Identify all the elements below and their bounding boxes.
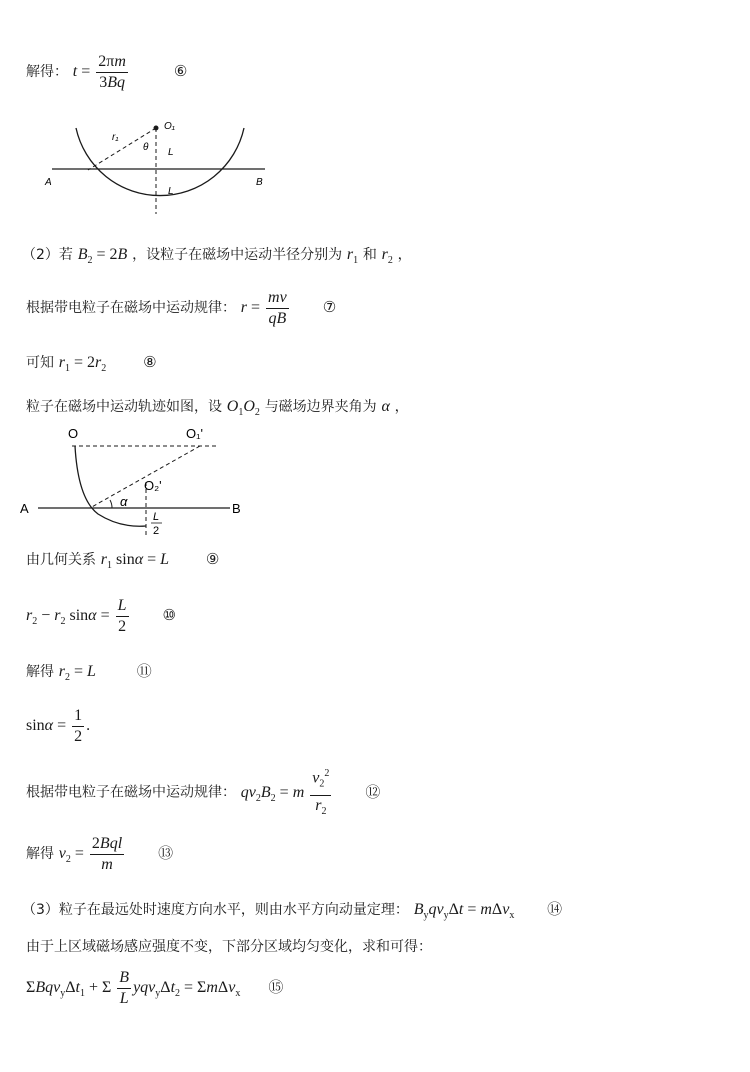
eq-3-number: ⑦ [322, 298, 337, 317]
label-alpha: α [120, 494, 128, 509]
eq-1-formula: t = $\frac{2\pi m}{3Bq}$ [72, 53, 126, 91]
eq-1-prefix: 解得： [26, 64, 68, 81]
eq-2-formula: $B_2 = 2B$ [77, 246, 128, 267]
eq-line-2: （2）若 $B_2 = 2B$ ，设粒子在磁场中运动半径分别为 $r_1$ 和 $r_2$ ， [22, 246, 412, 267]
eq-1-number: ⑥ [173, 62, 188, 81]
label-a2: A [20, 501, 29, 516]
label-o1: O₁ [164, 121, 175, 132]
eq-line-7 [26, 596, 176, 637]
eq-11-number: ⑬ [158, 844, 174, 863]
eq-5-prefix: 粒子在磁场中运动轨迹如图，设 [26, 399, 222, 415]
label-o1-prime: O₁' [186, 426, 203, 441]
label-o2-prime: O₂' [144, 478, 162, 493]
label-l-den: 2 [153, 525, 160, 537]
eq-4-number: ⑧ [143, 353, 157, 371]
eq-2-mid: ，设粒子在磁场中运动半径分别为 [132, 247, 343, 263]
eq-line-10 [26, 764, 380, 822]
eq-line-8 [26, 660, 152, 683]
eq-10-prefix: 根据带电粒子在磁场中运动规律： [26, 784, 236, 801]
label-theta: θ [143, 142, 149, 153]
label-b2: B [232, 501, 241, 516]
eq-7-number: ⑩ [162, 606, 176, 625]
eq-7-formula: $r_2 - r_2$ sinα = $\frac{L}{2}$ [26, 597, 127, 635]
diagram-trajectory [20, 424, 280, 544]
eq-12-prefix: （3）粒子在最远处时速度方向水平，则由水平方向动量定理： [22, 902, 409, 918]
eq-line-5: 粒子在磁场中运动轨迹如图，设 $O_1O_2$ 与磁场边界夹角为 α ， [26, 398, 409, 419]
eq-6-number: ⑨ [205, 550, 220, 568]
eq-3-formula: r = $\frac{mv}{qB}$ [240, 289, 287, 327]
diagram-semicircle [40, 112, 340, 222]
label-b: B [256, 177, 263, 188]
eq-line-11 [26, 834, 173, 875]
eq-6-prefix: 由几何关系 [26, 552, 96, 568]
eq-2-prefix: （2）若 [22, 247, 73, 263]
label-l-upper: L [168, 147, 174, 158]
eq-10-number: ⑫ [365, 782, 381, 801]
eq-line-1 [26, 52, 187, 93]
eq-8-formula: $r_2 = L$ [58, 663, 96, 684]
label-o: O [68, 426, 79, 441]
eq-line-4 [26, 352, 157, 374]
eq-12-number: ⑭ [547, 900, 563, 918]
label-r1: r₁ [112, 132, 119, 143]
eq-line-6 [26, 549, 219, 571]
eq-line-9 [26, 706, 90, 747]
eq-10-formula: $qv_2B_2 = m$ $\frac{v_2^2}{r_2}$ [241, 784, 338, 801]
eq-4-prefix: 可知 [26, 355, 54, 371]
label-l-num: L [153, 511, 160, 523]
eq-13-text: 由于上区域磁场感应强度不变，下部分区域均匀变化，求和可得： [26, 939, 432, 955]
eq-8-number: ⑪ [136, 662, 152, 680]
label-a: A [45, 177, 52, 188]
eq-line-14 [26, 968, 283, 1009]
eq-line-3 [26, 288, 336, 329]
eq-3-prefix: 根据带电粒子在磁场中运动规律： [26, 300, 236, 317]
eq-14-formula: $\Sigma Bqv_y\Delta t_1 + \Sigma$ $\frac{B}{L}$ $yqv_y\Delta t_2 = \Sigma m\Delta v_x$ [26, 969, 241, 1007]
label-l-lower: L [168, 186, 174, 197]
eq-line-13 [26, 936, 432, 956]
eq-line-12 [22, 898, 562, 921]
eq-12-formula: $B_yqv_y\Delta t = m\Delta v_x$ [413, 901, 515, 922]
eq-14-number: ⑮ [268, 978, 284, 997]
eq-11-formula: $v_2$ = $\frac{\text{2Bql}}{m}$ [58, 835, 123, 873]
eq-6-formula: $r_1$ sinα = L [100, 551, 170, 572]
eq-9-formula: sinα = $\frac{1}{2}$ . [26, 707, 91, 745]
eq-4-formula: $r_1 = 2r_2$ [58, 354, 107, 375]
eq-8-prefix: 解得 [26, 664, 54, 680]
eq-11-prefix: 解得 [26, 846, 54, 863]
